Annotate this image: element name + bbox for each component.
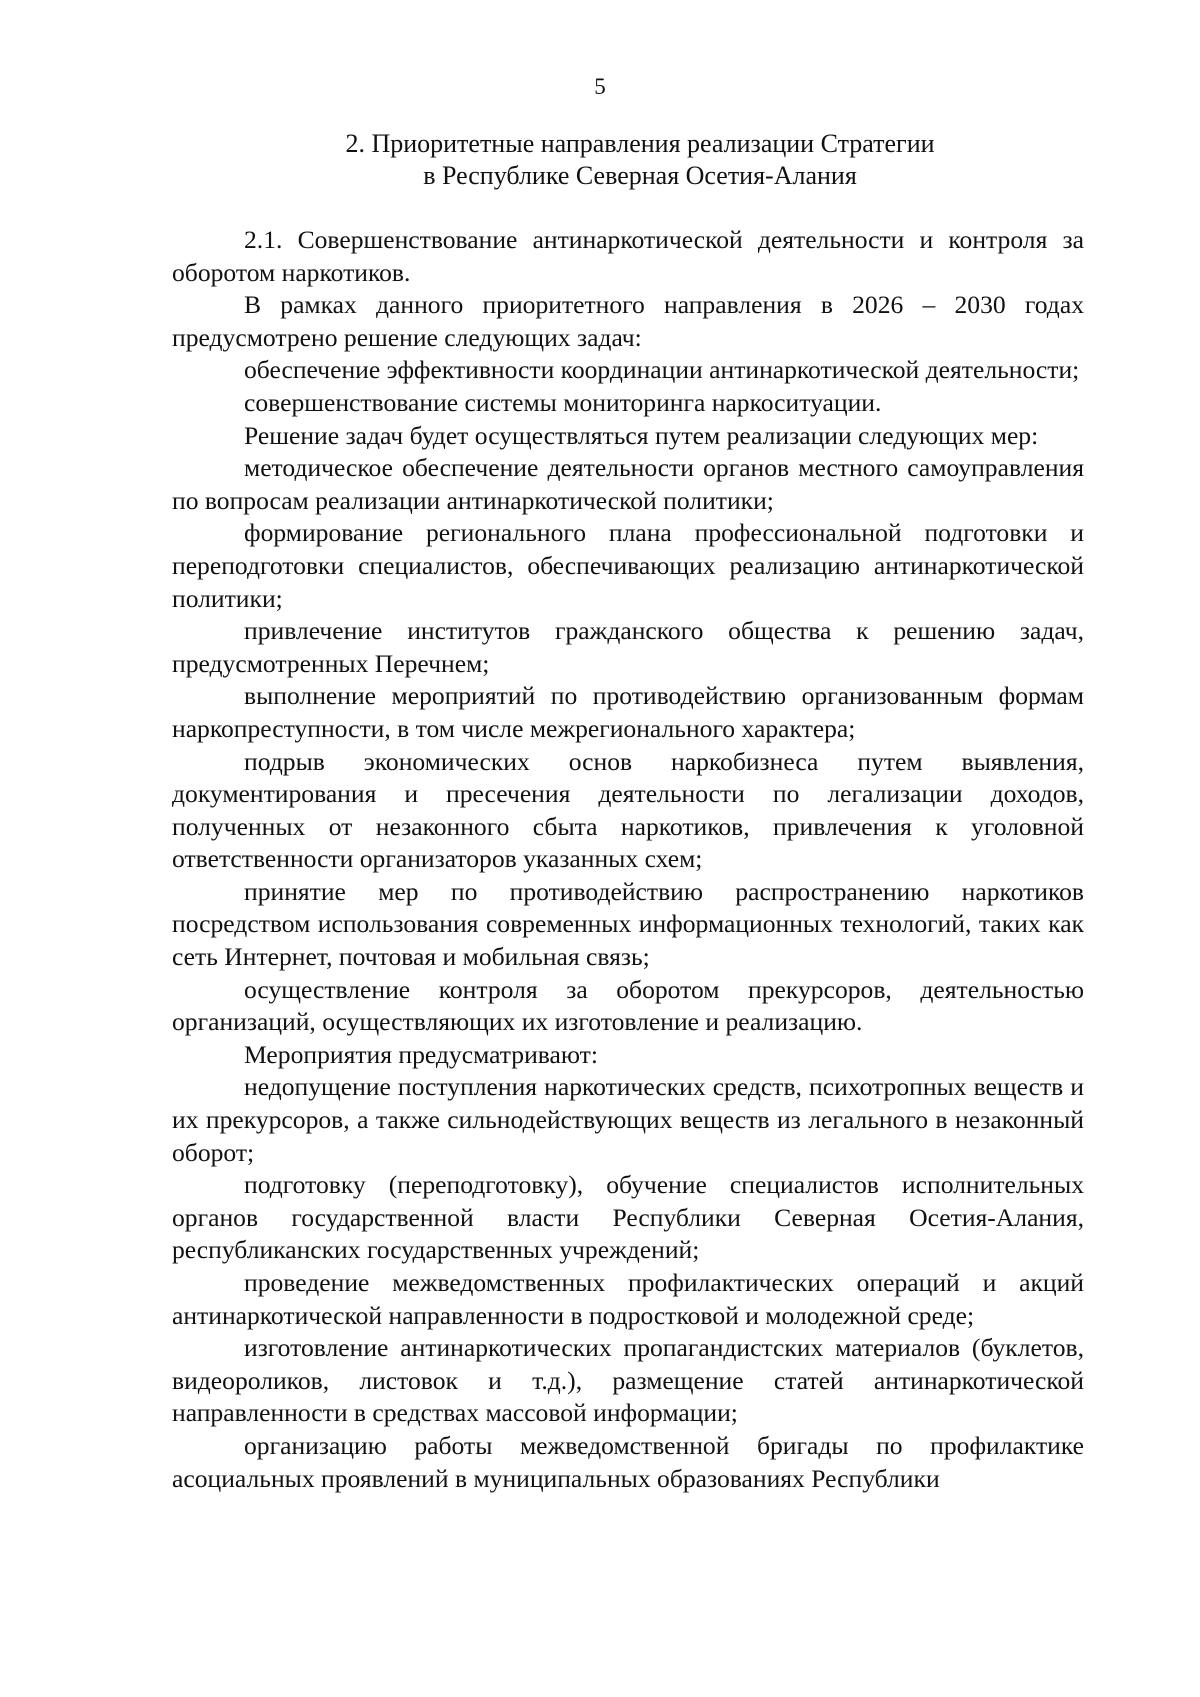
paragraph: В рамках данного приоритетного направления в 2026 – 2030 годах предусмотрено решение следующих задач:	[172, 290, 1084, 352]
section-heading-line-1: 2. Приоритетные направления реализации Стратегии	[345, 129, 935, 158]
list-item-activity: организацию работы межведомственной бригады по профилактике асоциальных проявлений в муниципальных образованиях Республики	[172, 1430, 1084, 1493]
list-item-activity: изготовление антинаркотических пропагандистских материалов (буклетов, видеороликов, листовок и т.д.), размещение статей антинаркотической направленности в средствах массовой информации;	[172, 1333, 1084, 1428]
section-heading-line-2: в Республике Северная Осетия-Алания	[423, 161, 857, 190]
list-item-activity: проведение межведомственных профилактических операций и акций антинаркотической направленности в подростковой и молодежной среде;	[172, 1268, 1084, 1330]
paragraph-subsection-title: 2.1. Совершенствование антинаркотической деятельности и контроля за оборотом наркотиков.	[172, 225, 1084, 287]
list-item-measure: привлечение институтов гражданского общества к решению задач, предусмотренных Перечнем;	[172, 616, 1084, 678]
list-item-measure: принятие мер по противодействию распространению наркотиков посредством использования современных информационных технологий, таких как сеть Интернет, почтовая и мобильная связь;	[172, 876, 1084, 972]
list-item-measure: формирование регионального плана профессиональной подготовки и переподготовки специалистов, обеспечивающих реализацию антинаркотической политики;	[172, 518, 1084, 613]
list-item-measure: осуществление контроля за оборотом прекурсоров, деятельностью организаций, осуществляющих их изготовление и реализацию.	[172, 974, 1084, 1037]
page-number: 5	[594, 74, 606, 99]
list-item-activity: подготовку (переподготовку), обучение специалистов исполнительных органов государственной власти Республики Северная Осетия-Алания, республиканских государственных учреждений;	[172, 1170, 1084, 1265]
list-item-measure: методическое обеспечение деятельности органов местного самоуправления по вопросам реализации антинаркотической политики;	[172, 453, 1084, 515]
list-item-task: совершенствование системы мониторинга наркоситуации.	[244, 387, 882, 417]
paragraph: Решение задач будет осуществляться путем реализации следующих мер:	[244, 420, 1039, 450]
list-item-task: обеспечение эффективности координации антинаркотической деятельности;	[244, 355, 1080, 385]
list-item-measure: подрыв экономических основ наркобизнеса путем выявления, документирования и пресечения деятельности по легализации доходов, полученных от незаконного сбыта наркотиков, привлечения к уголовной ответственности организаторов указанных схем;	[172, 746, 1084, 874]
list-item-activity: недопущение поступления наркотических средств, психотропных веществ и их прекурсоров, а также сильнодействующих веществ из легального в незаконный оборот;	[172, 1072, 1084, 1167]
list-item-measure: выполнение мероприятий по противодействию организованным формам наркопреступности, в том числе межрегионального характера;	[172, 681, 1084, 743]
body-text	[172, 224, 1084, 1495]
section-heading	[160, 128, 1120, 192]
paragraph: Мероприятия предусматривают:	[244, 1039, 598, 1069]
